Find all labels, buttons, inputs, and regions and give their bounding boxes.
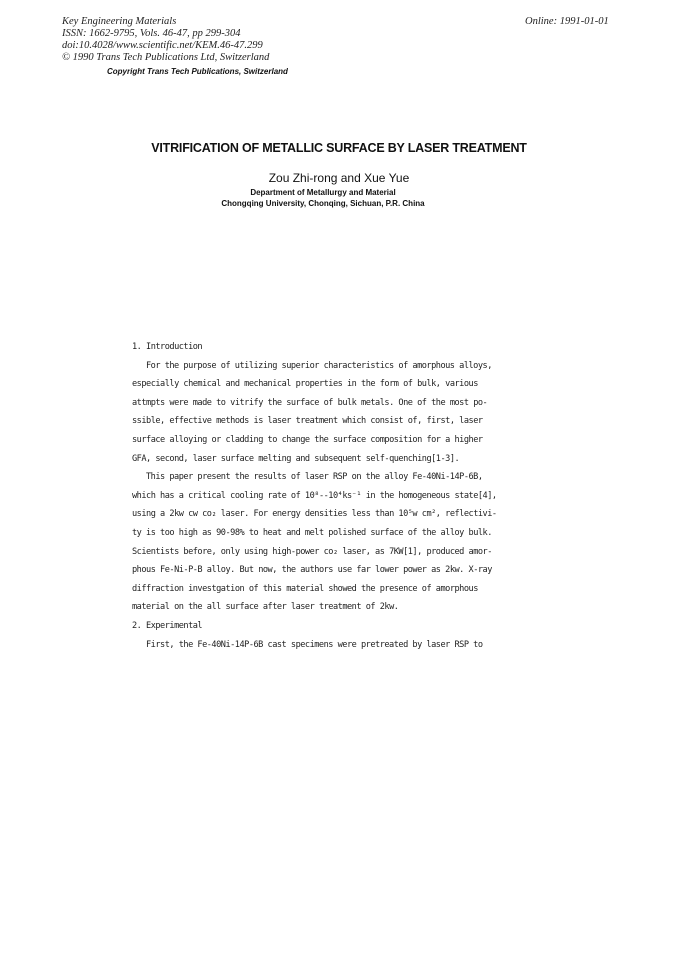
- body-line: This paper present the results of laser RSP on the alloy Fe-40Ni-14P-6B,: [146, 472, 483, 483]
- publisher-copyright: © 1990 Trans Tech Publications Ltd, Switzerland: [62, 52, 270, 63]
- paper-authors: Zou Zhi-rong and Xue Yue: [268, 171, 410, 185]
- author-affiliation: [0, 188, 646, 209]
- paper-body: [132, 338, 502, 654]
- affiliation-university: Chongqing University, Chonqing, Sichuan, P.R. China: [221, 198, 425, 208]
- body-line: Scientists before, only using high-power co₂ laser, as 7KW[1], produced amor-: [132, 546, 492, 557]
- section-heading-experimental: 2. Experimental: [132, 620, 203, 631]
- body-line: surface alloying or cladding to change the surface composition for a higher: [132, 434, 483, 445]
- issn-line: ISSN: 1662-9795, Vols. 46-47, pp 299-304: [62, 28, 241, 39]
- journal-metadata: [62, 16, 269, 64]
- body-line: phous Fe-Ni-P-B alloy. But now, the authors use far lower power as 2kw. X-ray: [132, 565, 492, 576]
- body-line: For the purpose of utilizing superior characteristics of amorphous alloys,: [146, 360, 492, 371]
- copyright-stamp: Copyright Trans Tech Publications, Switzerland: [107, 67, 288, 76]
- affiliation-department: Department of Metallurgy and Material: [250, 188, 396, 197]
- doi-link[interactable]: doi:10.4028/www.scientific.net/KEM.46-47.299: [62, 40, 263, 51]
- body-line: First, the Fe-40Ni-14P-6B cast specimens were pretreated by laser RSP to: [146, 639, 483, 650]
- online-date: Online: 1991-01-01: [525, 16, 609, 27]
- body-line: ty is too high as 90-98% to heat and melt polished surface of the alloy bulk.: [132, 527, 492, 538]
- body-line: especially chemical and mechanical properties in the form of bulk, various: [132, 379, 478, 390]
- body-line: which has a critical cooling rate of 10⁸--10⁴ks⁻¹ in the homogeneous state[4],: [132, 490, 497, 501]
- journal-name: Key Engineering Materials: [62, 16, 177, 27]
- body-line: ssible, effective methods is laser treatment which consist of, first, laser: [132, 416, 483, 427]
- body-line: attmpts were made to vitrify the surface of bulk metals. One of the most po-: [132, 397, 488, 408]
- section-heading-introduction: 1. Introduction: [132, 342, 203, 352]
- body-line: material on the all surface after laser treatment of 2kw.: [132, 602, 399, 613]
- paper-title: VITRIFICATION OF METALLIC SURFACE BY LASER TREATMENT: [151, 141, 527, 155]
- body-line: using a 2kw cw co₂ laser. For energy densities less than 10⁵w cm², reflectivi-: [132, 509, 497, 520]
- body-line: diffraction investgation of this material showed the presence of amorphous: [132, 583, 478, 594]
- body-line: GFA, second, laser surface melting and subsequent self-quenching[1-3].: [132, 453, 460, 464]
